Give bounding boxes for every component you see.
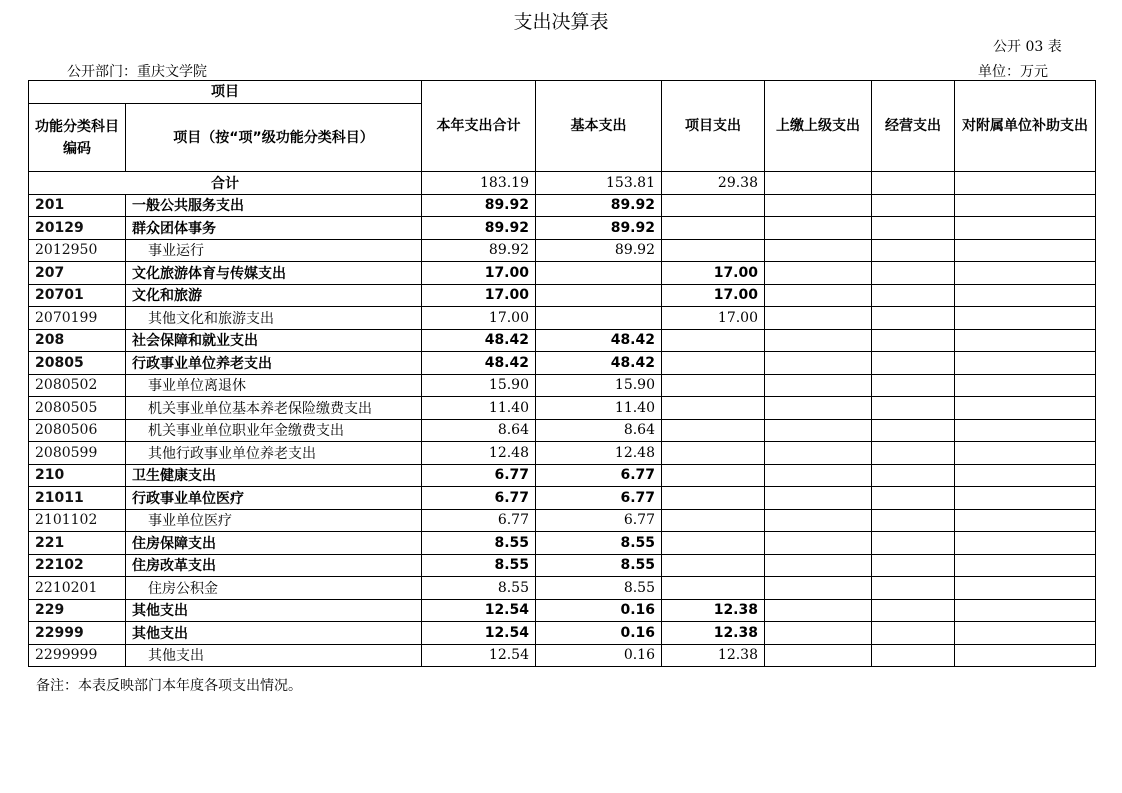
header-code: 功能分类科目编码 — [29, 104, 126, 172]
row-project: 17.00 — [662, 262, 765, 285]
table-row — [29, 599, 1096, 622]
row-code: 201 — [29, 194, 126, 217]
row-business — [872, 217, 955, 240]
row-business — [872, 239, 955, 262]
row-code: 2080506 — [29, 419, 126, 442]
row-upper — [765, 374, 872, 397]
row-business — [872, 352, 955, 375]
row-upper — [765, 532, 872, 555]
row-business — [872, 284, 955, 307]
header-project: 项目 — [29, 81, 422, 104]
row-code: 2210201 — [29, 577, 126, 600]
row-total: 11.40 — [422, 397, 536, 420]
row-basic: 8.55 — [536, 532, 662, 555]
row-project — [662, 217, 765, 240]
table-row — [29, 284, 1096, 307]
row-upper — [765, 554, 872, 577]
row-subsidy — [955, 284, 1096, 307]
row-project — [662, 352, 765, 375]
row-code: 21011 — [29, 487, 126, 510]
row-subsidy — [955, 509, 1096, 532]
row-total: 12.54 — [422, 644, 536, 667]
table-row — [29, 464, 1096, 487]
row-name: 其他支出 — [126, 599, 422, 622]
row-basic: 12.48 — [536, 442, 662, 465]
row-name: 文化旅游体育与传媒支出 — [126, 262, 422, 285]
row-business — [872, 554, 955, 577]
row-upper — [765, 419, 872, 442]
row-total: 6.77 — [422, 464, 536, 487]
row-subsidy — [955, 622, 1096, 645]
row-code: 22102 — [29, 554, 126, 577]
row-upper — [765, 464, 872, 487]
row-subsidy — [955, 487, 1096, 510]
row-name: 其他行政事业单位养老支出 — [126, 442, 422, 465]
row-basic: 89.92 — [536, 217, 662, 240]
footnote: 备注：本表反映部门本年度各项支出情况。 — [36, 678, 302, 694]
row-name: 文化和旅游 — [126, 284, 422, 307]
row-business — [872, 532, 955, 555]
row-subsidy — [955, 239, 1096, 262]
row-code: 221 — [29, 532, 126, 555]
row-project — [662, 329, 765, 352]
row-total: 48.42 — [422, 352, 536, 375]
row-total: 8.55 — [422, 554, 536, 577]
table-row — [29, 307, 1096, 330]
row-basic: 89.92 — [536, 239, 662, 262]
row-business — [872, 194, 955, 217]
expenditure-table — [28, 80, 1096, 667]
row-code: 210 — [29, 464, 126, 487]
total-label: 合计 — [29, 172, 422, 195]
row-code: 2080505 — [29, 397, 126, 420]
row-code: 20805 — [29, 352, 126, 375]
row-total: 17.00 — [422, 284, 536, 307]
row-basic: 6.77 — [536, 509, 662, 532]
row-total: 15.90 — [422, 374, 536, 397]
row-subsidy — [955, 217, 1096, 240]
row-upper — [765, 262, 872, 285]
row-project — [662, 397, 765, 420]
row-basic — [536, 307, 662, 330]
department-label: 公开部门：重庆文学院 — [67, 64, 207, 80]
row-basic: 6.77 — [536, 464, 662, 487]
row-total: 89.92 — [422, 239, 536, 262]
total-project: 29.38 — [662, 172, 765, 195]
row-basic: 8.64 — [536, 419, 662, 442]
row-upper — [765, 284, 872, 307]
row-upper — [765, 577, 872, 600]
row-business — [872, 464, 955, 487]
row-project: 17.00 — [662, 307, 765, 330]
row-total: 17.00 — [422, 262, 536, 285]
header-project-expense: 项目支出 — [662, 81, 765, 172]
row-project — [662, 487, 765, 510]
row-name: 事业单位医疗 — [126, 509, 422, 532]
row-upper — [765, 307, 872, 330]
row-subsidy — [955, 577, 1096, 600]
row-name: 住房改革支出 — [126, 554, 422, 577]
row-name: 住房公积金 — [126, 577, 422, 600]
table-row — [29, 577, 1096, 600]
row-name: 其他支出 — [126, 644, 422, 667]
row-code: 2080502 — [29, 374, 126, 397]
header-basic: 基本支出 — [536, 81, 662, 172]
row-upper — [765, 442, 872, 465]
row-subsidy — [955, 464, 1096, 487]
table-row — [29, 374, 1096, 397]
row-total: 6.77 — [422, 509, 536, 532]
row-upper — [765, 644, 872, 667]
table-row — [29, 622, 1096, 645]
row-project — [662, 532, 765, 555]
row-basic — [536, 284, 662, 307]
row-business — [872, 374, 955, 397]
row-basic: 0.16 — [536, 644, 662, 667]
row-name: 群众团体事务 — [126, 217, 422, 240]
row-subsidy — [955, 532, 1096, 555]
row-subsidy — [955, 419, 1096, 442]
row-basic: 8.55 — [536, 577, 662, 600]
row-upper — [765, 599, 872, 622]
header-total: 本年支出合计 — [422, 81, 536, 172]
page-title: 支出决算表 — [513, 11, 609, 33]
row-basic: 8.55 — [536, 554, 662, 577]
table-row — [29, 554, 1096, 577]
row-total: 12.54 — [422, 622, 536, 645]
row-project — [662, 194, 765, 217]
total-total: 183.19 — [422, 172, 536, 195]
row-project — [662, 577, 765, 600]
table-row — [29, 194, 1096, 217]
row-upper — [765, 217, 872, 240]
row-code: 229 — [29, 599, 126, 622]
table-row — [29, 239, 1096, 262]
row-basic: 11.40 — [536, 397, 662, 420]
row-total: 8.55 — [422, 577, 536, 600]
row-project — [662, 442, 765, 465]
total-basic: 153.81 — [536, 172, 662, 195]
row-subsidy — [955, 262, 1096, 285]
row-name: 其他支出 — [126, 622, 422, 645]
header-name: 项目（按“项”级功能分类科目） — [126, 104, 422, 172]
table-row — [29, 262, 1096, 285]
row-code: 20701 — [29, 284, 126, 307]
row-basic — [536, 262, 662, 285]
row-upper — [765, 194, 872, 217]
row-name: 行政事业单位养老支出 — [126, 352, 422, 375]
table-row — [29, 532, 1096, 555]
row-total: 48.42 — [422, 329, 536, 352]
row-upper — [765, 352, 872, 375]
row-subsidy — [955, 307, 1096, 330]
row-name: 住房保障支出 — [126, 532, 422, 555]
total-upper — [765, 172, 872, 195]
row-project — [662, 554, 765, 577]
row-subsidy — [955, 352, 1096, 375]
row-project: 12.38 — [662, 644, 765, 667]
row-subsidy — [955, 374, 1096, 397]
row-business — [872, 644, 955, 667]
row-business — [872, 419, 955, 442]
row-business — [872, 577, 955, 600]
row-business — [872, 599, 955, 622]
row-total: 89.92 — [422, 194, 536, 217]
table-row — [29, 329, 1096, 352]
table-row — [29, 419, 1096, 442]
row-name: 事业单位离退休 — [126, 374, 422, 397]
header-subsidy: 对附属单位补助支出 — [955, 81, 1096, 172]
row-code: 208 — [29, 329, 126, 352]
row-business — [872, 262, 955, 285]
row-basic: 6.77 — [536, 487, 662, 510]
row-name: 其他文化和旅游支出 — [126, 307, 422, 330]
row-name: 机关事业单位基本养老保险缴费支出 — [126, 397, 422, 420]
row-code: 2080599 — [29, 442, 126, 465]
row-project — [662, 509, 765, 532]
row-project: 12.38 — [662, 599, 765, 622]
row-basic: 48.42 — [536, 329, 662, 352]
table-row — [29, 644, 1096, 667]
row-business — [872, 622, 955, 645]
row-upper — [765, 622, 872, 645]
row-project — [662, 374, 765, 397]
row-total: 17.00 — [422, 307, 536, 330]
row-project: 17.00 — [662, 284, 765, 307]
row-code: 2070199 — [29, 307, 126, 330]
row-subsidy — [955, 644, 1096, 667]
row-project — [662, 464, 765, 487]
row-total: 12.54 — [422, 599, 536, 622]
total-business — [872, 172, 955, 195]
table-row — [29, 442, 1096, 465]
row-subsidy — [955, 554, 1096, 577]
header-upper: 上缴上级支出 — [765, 81, 872, 172]
row-subsidy — [955, 599, 1096, 622]
row-code: 2101102 — [29, 509, 126, 532]
row-business — [872, 509, 955, 532]
row-business — [872, 307, 955, 330]
row-code: 20129 — [29, 217, 126, 240]
row-basic: 0.16 — [536, 622, 662, 645]
row-upper — [765, 329, 872, 352]
form-number: 公开 03 表 — [993, 39, 1062, 55]
row-total: 6.77 — [422, 487, 536, 510]
row-project — [662, 239, 765, 262]
row-upper — [765, 397, 872, 420]
row-subsidy — [955, 442, 1096, 465]
row-project — [662, 419, 765, 442]
row-business — [872, 329, 955, 352]
row-subsidy — [955, 329, 1096, 352]
table-row — [29, 397, 1096, 420]
row-code: 207 — [29, 262, 126, 285]
row-name: 事业运行 — [126, 239, 422, 262]
row-code: 2012950 — [29, 239, 126, 262]
header-business: 经营支出 — [872, 81, 955, 172]
row-upper — [765, 239, 872, 262]
row-name: 社会保障和就业支出 — [126, 329, 422, 352]
row-business — [872, 442, 955, 465]
row-total: 8.55 — [422, 532, 536, 555]
row-name: 一般公共服务支出 — [126, 194, 422, 217]
row-upper — [765, 509, 872, 532]
row-code: 2299999 — [29, 644, 126, 667]
table-row — [29, 217, 1096, 240]
row-subsidy — [955, 397, 1096, 420]
row-project: 12.38 — [662, 622, 765, 645]
total-row — [29, 172, 1096, 195]
row-code: 22999 — [29, 622, 126, 645]
row-total: 8.64 — [422, 419, 536, 442]
row-name: 行政事业单位医疗 — [126, 487, 422, 510]
row-basic: 15.90 — [536, 374, 662, 397]
total-subsidy — [955, 172, 1096, 195]
row-upper — [765, 487, 872, 510]
table-row — [29, 487, 1096, 510]
row-business — [872, 397, 955, 420]
row-basic: 0.16 — [536, 599, 662, 622]
row-business — [872, 487, 955, 510]
row-total: 89.92 — [422, 217, 536, 240]
row-subsidy — [955, 194, 1096, 217]
row-total: 12.48 — [422, 442, 536, 465]
row-name: 卫生健康支出 — [126, 464, 422, 487]
row-name: 机关事业单位职业年金缴费支出 — [126, 419, 422, 442]
table-row — [29, 352, 1096, 375]
row-basic: 48.42 — [536, 352, 662, 375]
unit-label: 单位：万元 — [978, 64, 1048, 80]
table-row — [29, 509, 1096, 532]
row-basic: 89.92 — [536, 194, 662, 217]
